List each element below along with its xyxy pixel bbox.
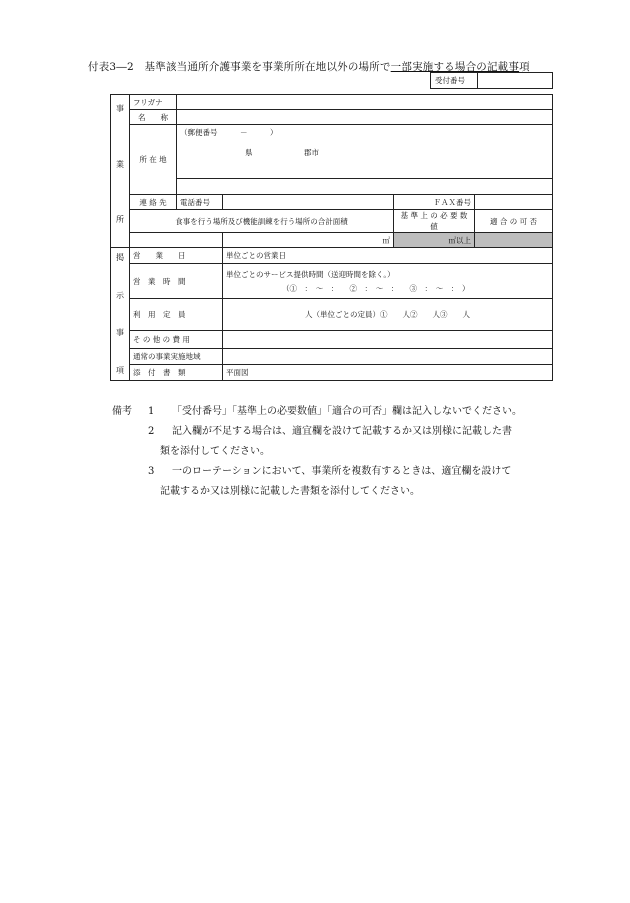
note-2-line-1: 記入欄が不足する場合は、適宜欄を設けて記載するか又は別様に記載した書	[172, 426, 512, 437]
prefecture-label: 県	[245, 148, 253, 157]
service-area-label: 通常の事業実施地域	[130, 348, 223, 364]
standard-field: ㎡以上	[394, 233, 475, 248]
note-2-number: 2	[148, 426, 155, 437]
address-field[interactable]	[177, 125, 553, 179]
fax-field[interactable]	[475, 195, 553, 210]
title-prefix: 付表3―2 基準該当通所介護事業を事業所所在地以外の場所で	[88, 61, 391, 73]
note-2-line-2: 類を添付してください。	[160, 446, 270, 457]
suitability-field	[475, 233, 553, 248]
office-section-label: 事 業 所	[111, 95, 130, 248]
address-label: 所 在 地	[130, 125, 177, 195]
attachments-label: 添 付 書 類	[130, 364, 223, 380]
note-3-line-1: 一のローテーションにおいて、事業所を複数有するときは、適宜欄を設けて	[172, 466, 512, 477]
title-underlined: 一部実施する場合の記載事	[390, 61, 520, 73]
receipt-number-box	[430, 72, 553, 89]
name-label: 名 称	[130, 110, 177, 125]
furigana-field[interactable]	[177, 95, 553, 110]
title-suffix: 項	[519, 61, 530, 73]
receipt-number-field[interactable]	[478, 73, 553, 89]
area-blank	[130, 233, 223, 248]
area-header: 食事を行う場所及び機能訓練を行う場所の合計面積	[130, 210, 394, 233]
phone-field[interactable]	[223, 195, 394, 210]
business-hours-field[interactable]	[223, 264, 553, 299]
business-days-label: 営 業 日	[130, 248, 223, 264]
attachments-field: 平面図	[223, 364, 553, 380]
area-field[interactable]: ㎡	[223, 233, 394, 248]
phone-label: 電話番号	[177, 195, 223, 210]
business-hours-note: 単位ごとのサービス提供時間（送迎時間を除く。）	[226, 269, 395, 279]
business-hours-label: 営 業 時 間	[130, 264, 223, 299]
name-field[interactable]	[177, 110, 553, 125]
note-1-number: 1	[148, 406, 155, 417]
contact-label: 連 絡 先	[130, 195, 177, 210]
note-1-text: 「受付番号」「基準上の必要数値」「適合の可否」欄は記入しないでください。	[172, 406, 522, 417]
note-3-number: 3	[148, 466, 155, 477]
note-3-line-2: 記載するか又は別様に記載した書類を添付してください。	[160, 486, 420, 497]
application-form	[110, 94, 553, 381]
business-hours-slots: （① ： ～ ： ② ： ～ ： ③ ： ～ ： ）	[282, 283, 470, 293]
capacity-field: 人（単位ごとの定員）① 人② 人③ 人	[223, 298, 553, 330]
capacity-label: 利 用 定 員	[130, 298, 223, 330]
postal-code: （郵便番号 － ）	[180, 128, 278, 137]
receipt-number-label: 受付番号	[431, 73, 478, 89]
standard-header: 基 準 上 の 必 要 数 値	[394, 210, 475, 233]
notes	[112, 402, 582, 502]
notes-label: 備考	[112, 406, 132, 417]
business-days-field: 単位ごとの営業日	[223, 248, 553, 264]
address-extra-field[interactable]	[177, 179, 553, 195]
other-fees-field[interactable]	[223, 331, 553, 348]
furigana-label: フリガナ	[130, 95, 177, 110]
city-label: 郡市	[304, 148, 319, 157]
service-area-field[interactable]	[223, 348, 553, 364]
suitability-header: 適 合 の 可 否	[475, 210, 553, 233]
posting-section-label: 掲 示 事 項	[111, 248, 130, 381]
other-fees-label: そ の 他 の 費 用	[130, 331, 223, 348]
fax-label: ＦＡＸ番号	[394, 195, 475, 210]
